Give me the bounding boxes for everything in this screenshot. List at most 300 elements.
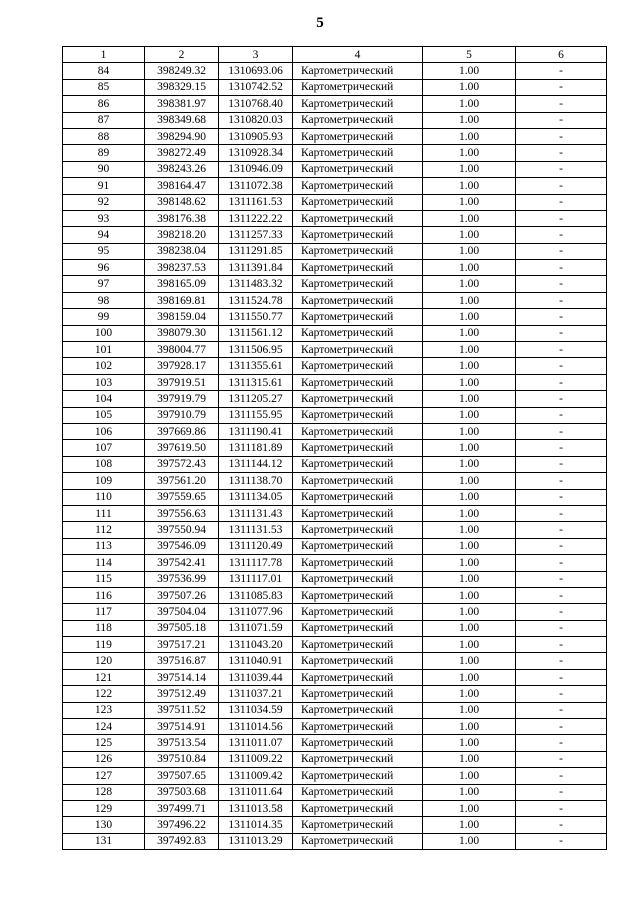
y-coordinate-cell: 1311506.95	[219, 342, 293, 358]
x-coordinate-cell: 397492.83	[145, 833, 219, 849]
x-coordinate-cell: 397503.68	[145, 784, 219, 800]
table-row	[63, 96, 607, 112]
point-number-cell: 88	[63, 128, 145, 144]
table-row	[63, 112, 607, 128]
point-number-cell: 108	[63, 456, 145, 472]
accuracy-cell: 1.00	[423, 538, 516, 554]
accuracy-cell: 1.00	[423, 227, 516, 243]
accuracy-cell: 1.00	[423, 587, 516, 603]
accuracy-cell: 1.00	[423, 637, 516, 653]
x-coordinate-cell: 397510.84	[145, 751, 219, 767]
y-coordinate-cell: 1311117.78	[219, 555, 293, 571]
point-number-cell: 113	[63, 538, 145, 554]
method-cell: Картометрический	[293, 178, 423, 194]
x-coordinate-cell: 398294.90	[145, 128, 219, 144]
point-number-cell: 120	[63, 653, 145, 669]
accuracy-cell: 1.00	[423, 391, 516, 407]
table-row	[63, 227, 607, 243]
note-cell: -	[516, 505, 607, 521]
point-number-cell: 117	[63, 604, 145, 620]
note-cell: -	[516, 669, 607, 685]
accuracy-cell: 1.00	[423, 407, 516, 423]
table-row	[63, 194, 607, 210]
note-cell: -	[516, 309, 607, 325]
header-cell-6: 6	[516, 47, 607, 63]
y-coordinate-cell: 1311131.43	[219, 505, 293, 521]
accuracy-cell: 1.00	[423, 145, 516, 161]
accuracy-cell: 1.00	[423, 522, 516, 538]
accuracy-cell: 1.00	[423, 604, 516, 620]
header-cell-1: 1	[63, 47, 145, 63]
point-number-cell: 111	[63, 505, 145, 521]
note-cell: -	[516, 407, 607, 423]
table-row	[63, 489, 607, 505]
method-cell: Картометрический	[293, 538, 423, 554]
y-coordinate-cell: 1311550.77	[219, 309, 293, 325]
note-cell: -	[516, 538, 607, 554]
point-number-cell: 109	[63, 473, 145, 489]
point-number-cell: 99	[63, 309, 145, 325]
accuracy-cell: 1.00	[423, 178, 516, 194]
y-coordinate-cell: 1311039.44	[219, 669, 293, 685]
method-cell: Картометрический	[293, 751, 423, 767]
point-number-cell: 127	[63, 768, 145, 784]
x-coordinate-cell: 398159.04	[145, 309, 219, 325]
accuracy-cell: 1.00	[423, 751, 516, 767]
accuracy-cell: 1.00	[423, 456, 516, 472]
x-coordinate-cell: 397928.17	[145, 358, 219, 374]
table-row	[63, 79, 607, 95]
y-coordinate-cell: 1310768.40	[219, 96, 293, 112]
table-row	[63, 555, 607, 571]
x-coordinate-cell: 398164.47	[145, 178, 219, 194]
table-row	[63, 604, 607, 620]
note-cell: -	[516, 440, 607, 456]
table-row	[63, 751, 607, 767]
accuracy-cell: 1.00	[423, 128, 516, 144]
x-coordinate-cell: 397507.65	[145, 768, 219, 784]
table-row	[63, 391, 607, 407]
note-cell: -	[516, 555, 607, 571]
note-cell: -	[516, 243, 607, 259]
point-number-cell: 95	[63, 243, 145, 259]
y-coordinate-cell: 1311043.20	[219, 637, 293, 653]
x-coordinate-cell: 397511.52	[145, 702, 219, 718]
y-coordinate-cell: 1311524.78	[219, 292, 293, 308]
method-cell: Картометрический	[293, 620, 423, 636]
x-coordinate-cell: 397619.50	[145, 440, 219, 456]
method-cell: Картометрический	[293, 227, 423, 243]
point-number-cell: 87	[63, 112, 145, 128]
method-cell: Картометрический	[293, 784, 423, 800]
y-coordinate-cell: 1311131.53	[219, 522, 293, 538]
x-coordinate-cell: 398176.38	[145, 210, 219, 226]
note-cell: -	[516, 719, 607, 735]
x-coordinate-cell: 397516.87	[145, 653, 219, 669]
note-cell: -	[516, 161, 607, 177]
table-row	[63, 325, 607, 341]
point-number-cell: 92	[63, 194, 145, 210]
note-cell: -	[516, 79, 607, 95]
table-row	[63, 800, 607, 816]
point-number-cell: 86	[63, 96, 145, 112]
method-cell: Картометрический	[293, 604, 423, 620]
point-number-cell: 114	[63, 555, 145, 571]
accuracy-cell: 1.00	[423, 768, 516, 784]
note-cell: -	[516, 325, 607, 341]
x-coordinate-cell: 397536.99	[145, 571, 219, 587]
note-cell: -	[516, 800, 607, 816]
table-row	[63, 358, 607, 374]
table-row	[63, 178, 607, 194]
method-cell: Картометрический	[293, 260, 423, 276]
accuracy-cell: 1.00	[423, 800, 516, 816]
table-row	[63, 292, 607, 308]
y-coordinate-cell: 1311013.58	[219, 800, 293, 816]
method-cell: Картометрический	[293, 489, 423, 505]
table-row	[63, 309, 607, 325]
header-cell-3: 3	[219, 47, 293, 63]
table-row	[63, 161, 607, 177]
point-number-cell: 101	[63, 342, 145, 358]
x-coordinate-cell: 397550.94	[145, 522, 219, 538]
method-cell: Картометрический	[293, 210, 423, 226]
accuracy-cell: 1.00	[423, 112, 516, 128]
accuracy-cell: 1.00	[423, 571, 516, 587]
method-cell: Картометрический	[293, 128, 423, 144]
method-cell: Картометрический	[293, 440, 423, 456]
table-row	[63, 456, 607, 472]
y-coordinate-cell: 1311138.70	[219, 473, 293, 489]
y-coordinate-cell: 1311483.32	[219, 276, 293, 292]
method-cell: Картометрический	[293, 96, 423, 112]
header-cell-4: 4	[293, 47, 423, 63]
method-cell: Картометрический	[293, 243, 423, 259]
method-cell: Картометрический	[293, 309, 423, 325]
y-coordinate-cell: 1311257.33	[219, 227, 293, 243]
y-coordinate-cell: 1311222.22	[219, 210, 293, 226]
note-cell: -	[516, 210, 607, 226]
method-cell: Картометрический	[293, 407, 423, 423]
method-cell: Картометрический	[293, 473, 423, 489]
point-number-cell: 91	[63, 178, 145, 194]
note-cell: -	[516, 374, 607, 390]
table-row	[63, 473, 607, 489]
table-row	[63, 833, 607, 849]
point-number-cell: 84	[63, 63, 145, 79]
method-cell: Картометрический	[293, 374, 423, 390]
accuracy-cell: 1.00	[423, 161, 516, 177]
y-coordinate-cell: 1311072.38	[219, 178, 293, 194]
x-coordinate-cell: 397561.20	[145, 473, 219, 489]
note-cell: -	[516, 817, 607, 833]
table-row	[63, 702, 607, 718]
point-number-cell: 89	[63, 145, 145, 161]
note-cell: -	[516, 145, 607, 161]
method-cell: Картометрический	[293, 587, 423, 603]
note-cell: -	[516, 637, 607, 653]
note-cell: -	[516, 620, 607, 636]
y-coordinate-cell: 1311161.53	[219, 194, 293, 210]
point-number-cell: 96	[63, 260, 145, 276]
accuracy-cell: 1.00	[423, 817, 516, 833]
method-cell: Картометрический	[293, 653, 423, 669]
method-cell: Картометрический	[293, 358, 423, 374]
accuracy-cell: 1.00	[423, 440, 516, 456]
y-coordinate-cell: 1311155.95	[219, 407, 293, 423]
accuracy-cell: 1.00	[423, 505, 516, 521]
note-cell: -	[516, 63, 607, 79]
table-row	[63, 63, 607, 79]
note-cell: -	[516, 456, 607, 472]
y-coordinate-cell: 1311014.56	[219, 719, 293, 735]
accuracy-cell: 1.00	[423, 79, 516, 95]
accuracy-cell: 1.00	[423, 719, 516, 735]
x-coordinate-cell: 398218.20	[145, 227, 219, 243]
note-cell: -	[516, 604, 607, 620]
x-coordinate-cell: 398237.53	[145, 260, 219, 276]
y-coordinate-cell: 1311071.59	[219, 620, 293, 636]
point-number-cell: 102	[63, 358, 145, 374]
y-coordinate-cell: 1310905.93	[219, 128, 293, 144]
accuracy-cell: 1.00	[423, 210, 516, 226]
x-coordinate-cell: 398238.04	[145, 243, 219, 259]
note-cell: -	[516, 342, 607, 358]
method-cell: Картометрический	[293, 292, 423, 308]
y-coordinate-cell: 1311011.64	[219, 784, 293, 800]
table-header	[63, 47, 607, 63]
point-number-cell: 110	[63, 489, 145, 505]
table-row	[63, 587, 607, 603]
x-coordinate-cell: 397910.79	[145, 407, 219, 423]
y-coordinate-cell: 1311013.29	[219, 833, 293, 849]
accuracy-cell: 1.00	[423, 620, 516, 636]
accuracy-cell: 1.00	[423, 735, 516, 751]
note-cell: -	[516, 391, 607, 407]
point-number-cell: 124	[63, 719, 145, 735]
table-row	[63, 423, 607, 439]
x-coordinate-cell: 397514.14	[145, 669, 219, 685]
table-row	[63, 243, 607, 259]
method-cell: Картометрический	[293, 719, 423, 735]
point-number-cell: 118	[63, 620, 145, 636]
y-coordinate-cell: 1311009.22	[219, 751, 293, 767]
x-coordinate-cell: 397559.65	[145, 489, 219, 505]
y-coordinate-cell: 1310820.03	[219, 112, 293, 128]
method-cell: Картометрический	[293, 800, 423, 816]
method-cell: Картометрический	[293, 768, 423, 784]
y-coordinate-cell: 1311291.85	[219, 243, 293, 259]
table-row	[63, 686, 607, 702]
note-cell: -	[516, 423, 607, 439]
accuracy-cell: 1.00	[423, 63, 516, 79]
point-number-cell: 123	[63, 702, 145, 718]
y-coordinate-cell: 1311120.49	[219, 538, 293, 554]
x-coordinate-cell: 397496.22	[145, 817, 219, 833]
note-cell: -	[516, 96, 607, 112]
accuracy-cell: 1.00	[423, 686, 516, 702]
note-cell: -	[516, 768, 607, 784]
method-cell: Картометрический	[293, 669, 423, 685]
table-row	[63, 653, 607, 669]
point-number-cell: 116	[63, 587, 145, 603]
x-coordinate-cell: 398272.49	[145, 145, 219, 161]
table-row	[63, 719, 607, 735]
x-coordinate-cell: 398169.81	[145, 292, 219, 308]
note-cell: -	[516, 358, 607, 374]
x-coordinate-cell: 398349.68	[145, 112, 219, 128]
x-coordinate-cell: 397514.91	[145, 719, 219, 735]
table-row	[63, 637, 607, 653]
accuracy-cell: 1.00	[423, 194, 516, 210]
y-coordinate-cell: 1311009.42	[219, 768, 293, 784]
y-coordinate-cell: 1311077.96	[219, 604, 293, 620]
table-row	[63, 276, 607, 292]
y-coordinate-cell: 1311117.01	[219, 571, 293, 587]
point-number-cell: 119	[63, 637, 145, 653]
method-cell: Картометрический	[293, 63, 423, 79]
table-body	[63, 63, 607, 850]
accuracy-cell: 1.00	[423, 784, 516, 800]
method-cell: Картометрический	[293, 391, 423, 407]
accuracy-cell: 1.00	[423, 423, 516, 439]
y-coordinate-cell: 1311011.07	[219, 735, 293, 751]
x-coordinate-cell: 398165.09	[145, 276, 219, 292]
accuracy-cell: 1.00	[423, 473, 516, 489]
point-number-cell: 98	[63, 292, 145, 308]
x-coordinate-cell: 397919.79	[145, 391, 219, 407]
x-coordinate-cell: 398148.62	[145, 194, 219, 210]
table-row	[63, 817, 607, 833]
x-coordinate-cell: 397572.43	[145, 456, 219, 472]
x-coordinate-cell: 397517.21	[145, 637, 219, 653]
table-row	[63, 538, 607, 554]
x-coordinate-cell: 397669.86	[145, 423, 219, 439]
point-number-cell: 128	[63, 784, 145, 800]
method-cell: Картометрический	[293, 161, 423, 177]
accuracy-cell: 1.00	[423, 702, 516, 718]
accuracy-cell: 1.00	[423, 489, 516, 505]
y-coordinate-cell: 1311181.89	[219, 440, 293, 456]
point-number-cell: 131	[63, 833, 145, 849]
method-cell: Картометрический	[293, 571, 423, 587]
point-number-cell: 112	[63, 522, 145, 538]
method-cell: Картометрический	[293, 735, 423, 751]
method-cell: Картометрический	[293, 637, 423, 653]
method-cell: Картометрический	[293, 702, 423, 718]
point-number-cell: 122	[63, 686, 145, 702]
table-row	[63, 571, 607, 587]
coordinates-table	[62, 46, 607, 850]
point-number-cell: 126	[63, 751, 145, 767]
accuracy-cell: 1.00	[423, 653, 516, 669]
point-number-cell: 105	[63, 407, 145, 423]
accuracy-cell: 1.00	[423, 276, 516, 292]
y-coordinate-cell: 1311014.35	[219, 817, 293, 833]
x-coordinate-cell: 397499.71	[145, 800, 219, 816]
point-number-cell: 115	[63, 571, 145, 587]
accuracy-cell: 1.00	[423, 292, 516, 308]
x-coordinate-cell: 397507.26	[145, 587, 219, 603]
point-number-cell: 100	[63, 325, 145, 341]
y-coordinate-cell: 1311190.41	[219, 423, 293, 439]
accuracy-cell: 1.00	[423, 555, 516, 571]
x-coordinate-cell: 398243.26	[145, 161, 219, 177]
method-cell: Картометрический	[293, 423, 423, 439]
x-coordinate-cell: 397556.63	[145, 505, 219, 521]
note-cell: -	[516, 522, 607, 538]
note-cell: -	[516, 653, 607, 669]
y-coordinate-cell: 1311040.91	[219, 653, 293, 669]
x-coordinate-cell: 398381.97	[145, 96, 219, 112]
method-cell: Картометрический	[293, 833, 423, 849]
y-coordinate-cell: 1310928.34	[219, 145, 293, 161]
y-coordinate-cell: 1311037.21	[219, 686, 293, 702]
accuracy-cell: 1.00	[423, 358, 516, 374]
note-cell: -	[516, 276, 607, 292]
table-row	[63, 768, 607, 784]
table-row	[63, 145, 607, 161]
note-cell: -	[516, 702, 607, 718]
table-row	[63, 784, 607, 800]
note-cell: -	[516, 686, 607, 702]
table-row	[63, 620, 607, 636]
accuracy-cell: 1.00	[423, 669, 516, 685]
x-coordinate-cell: 398249.32	[145, 63, 219, 79]
method-cell: Картометрический	[293, 112, 423, 128]
method-cell: Картометрический	[293, 686, 423, 702]
note-cell: -	[516, 112, 607, 128]
accuracy-cell: 1.00	[423, 374, 516, 390]
accuracy-cell: 1.00	[423, 309, 516, 325]
y-coordinate-cell: 1311561.12	[219, 325, 293, 341]
y-coordinate-cell: 1311144.12	[219, 456, 293, 472]
note-cell: -	[516, 292, 607, 308]
y-coordinate-cell: 1310946.09	[219, 161, 293, 177]
y-coordinate-cell: 1311085.83	[219, 587, 293, 603]
y-coordinate-cell: 1310693.06	[219, 63, 293, 79]
method-cell: Картометрический	[293, 145, 423, 161]
note-cell: -	[516, 833, 607, 849]
table-row	[63, 374, 607, 390]
method-cell: Картометрический	[293, 79, 423, 95]
note-cell: -	[516, 587, 607, 603]
point-number-cell: 125	[63, 735, 145, 751]
note-cell: -	[516, 178, 607, 194]
x-coordinate-cell: 397542.41	[145, 555, 219, 571]
table-row	[63, 342, 607, 358]
point-number-cell: 97	[63, 276, 145, 292]
point-number-cell: 130	[63, 817, 145, 833]
y-coordinate-cell: 1311134.05	[219, 489, 293, 505]
point-number-cell: 106	[63, 423, 145, 439]
y-coordinate-cell: 1311034.59	[219, 702, 293, 718]
y-coordinate-cell: 1311315.61	[219, 374, 293, 390]
point-number-cell: 107	[63, 440, 145, 456]
header-cell-5: 5	[423, 47, 516, 63]
point-number-cell: 85	[63, 79, 145, 95]
method-cell: Картометрический	[293, 555, 423, 571]
table-row	[63, 128, 607, 144]
table-row	[63, 260, 607, 276]
point-number-cell: 103	[63, 374, 145, 390]
point-number-cell: 129	[63, 800, 145, 816]
header-row	[63, 47, 607, 63]
y-coordinate-cell: 1311355.61	[219, 358, 293, 374]
method-cell: Картометрический	[293, 817, 423, 833]
note-cell: -	[516, 260, 607, 276]
x-coordinate-cell: 398004.77	[145, 342, 219, 358]
